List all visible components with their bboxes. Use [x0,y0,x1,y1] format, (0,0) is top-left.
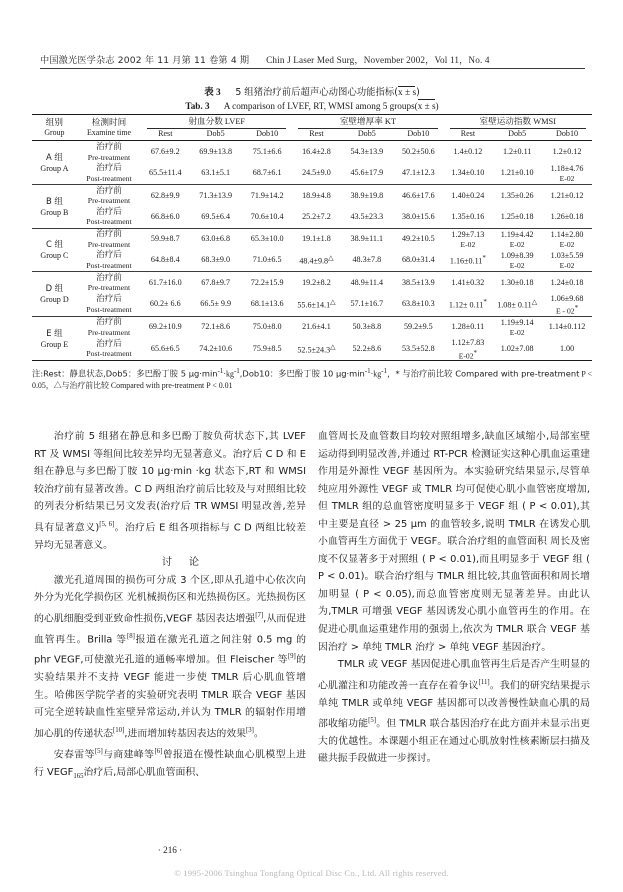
cell: 1.00 [559,343,575,353]
running-head-journal-cn: 中国激光医学杂志 2002 年 11 月第 11 卷第 4 期 [40,55,250,66]
header-kt-dob10: Dob10 [407,129,430,138]
table-row [32,273,592,294]
cell: 1.16±0.11* [449,254,486,267]
header-kt-rest: Rest [309,129,324,138]
table-row [32,163,592,185]
paragraph-discussion-3: 血管周长及血管数目均较对照组增多,缺血区域缩小,局部室壁运动得到明显改善,并通过 RT-PCR 检测证实这种心肌血运重建作用是外源性 VEGF 基因所为。本实验研究结果显示,尽管单纯应用外源性 VEGF 或 TMLR 均可促使心肌小血管密度增加,但 TMLR 组的总血管密度明显多于 VEGF 组 ( P < 0.01),其中主要是直径 > 25 μm 的血管较多,说明 TMLR 在诱发心肌小血管再生方面优于 VEGF。联合治疗组的血管面积 周长及密度不仅显著多于对照组 ( P < 0.01),而且明显多于 VEGF 组 ( P < 0.01)。联合治疗组与 TMLR 组比较,其血管面积和周长增加明显 ( P < 0.05),而总血管密度则无显著差异。由此认为,TMLR 可增强 VEGF 基因诱发心肌小血管再生的作用。在促进心肌血运重建作用的强弱上,依次为 TMLR 联合 VEGF 基因治疗 > 单纯 TMLR 治疗 > 单纯 VEGF 基因治疗。 [318,431,590,653]
cell: 1.12± 0.11* [448,298,487,311]
footnote-part-1: 注:Rest：静息状态,Dob5：多巴酚丁胺 5 μg·min [32,368,218,379]
header-group-en: Group [44,128,65,137]
cell: 1.35±0.16 [451,211,485,221]
cell: 1.24±0.18 [550,277,584,287]
group-c-cn: C 组 [45,239,63,249]
header-span-lvef-cn: 射血分数 [188,116,223,127]
cell: 1.03±5.59 E-02 [550,250,584,271]
cell: 1.29±7.13 E-02 [451,229,485,250]
row-group-c [32,229,77,272]
cell: 65.3±10.0 [250,234,284,244]
cell: 61.7±16.0 [148,277,182,287]
cell: 63.0±6.8 [201,234,231,244]
cell: 60.2± 6.6 [149,299,181,309]
cell: 18.9±4.8 [302,190,331,200]
cell: 1.09±8.39 E-02 [500,250,534,271]
header-lvef-rest: Rest [158,129,173,138]
cell: 48.4±9.8△ [299,254,334,267]
time-post: 治疗后 Post-treatment [86,250,132,270]
cell: 1.21±0.10 [500,168,534,178]
header-time-en: Examine time [86,128,132,137]
table-caption-cn [32,86,592,100]
group-e-en: Group E [40,339,69,349]
cell: 45.6±17.9 [350,168,384,178]
cell: 1.35±0.26 [500,190,534,200]
footnote-part-2: ·kg [223,369,234,379]
cell: 1.21±0.12 [550,190,584,200]
cell: 1.06±9.68 E - 02* [550,293,584,316]
paragraph-results: 治疗前 5 组猪在静息和多巴酚丁胺负荷状态下,其 LVEF RT 及 WMSI 等组间比较差异均无显著意义。治疗后 C D 和 E 组在静息与多巴酚丁胺 10 μg·min ·kg 状态下,RT 和 WMSI 较治疗前有显著改善。C D 两组治疗前后比较及与对照组比较的列表分析结果已另文发表(治疗后 TR WMSI 明显改善,差异具有显著意义)[5, 6]。治疗后 E 组各项指标与 C D 两组比较差异均无显著意义。 [34,431,306,551]
group-e-cn: E 组 [46,327,63,338]
cell: 66.8±6.0 [150,211,180,221]
cell: 1.08± 0.11△ [497,298,538,311]
cell: 75.9±8.5 [252,343,282,353]
header-time-cn: 检测时间 [91,117,127,128]
table-row [32,186,592,207]
group-a-en: Group A [40,164,69,173]
row-group-d [32,273,77,317]
table-row [32,207,592,229]
cell: 50.3±8.8 [352,322,382,332]
time-pre: 治疗前 Pre-treatment [87,317,131,337]
footnote-part-5: ，* 与治疗前比较 Compared with pre-treatment [387,368,580,379]
cell: 74.2±10.6 [199,343,233,353]
time-pre: 治疗前 Pre-treatment [87,272,131,292]
cell: 1.40±0.24 [451,190,485,200]
cell: 52.5±24.3△ [297,342,336,355]
cell: 67.6±9.2 [150,147,180,157]
cell: 1.19±9.14 E-02 [500,317,534,338]
table-caption-en-tail: ) [435,101,439,111]
cell: 1.19±4.42 E-02 [500,229,534,250]
section-heading-discussion: 讨论 [161,556,216,569]
cell: 1.14±0.112 [548,322,586,332]
cell: 1.28±0.11 [451,322,485,332]
cell: 1.02±7.08 [500,343,534,353]
table-row [32,142,592,163]
cell: 65.5±11.4 [149,168,182,178]
cell: 64.8±8.4 [150,255,180,265]
header-span-wmsi [444,117,592,130]
cell: 38.0±15.6 [401,211,435,221]
cell: 1.14±2.80 E-02 [550,229,584,250]
cell: 38.9±19.8 [350,190,384,200]
cell: 70.6±10.4 [250,211,284,221]
time-post: 治疗后 Post-treatment [86,338,132,359]
cell: 1.12±7.83 E-02* [451,338,485,361]
paragraph-discussion-4: TMLR 或 VEGF 基因促进心肌血管再生后是否产生明显的心肌灌注和功能改善一直存在着争议[11]。我们的研究结果提示单纯 TMLR 或单纯 VEGF 基因都可以改善慢性缺血心肌的局部收缩功能[5]。但 TMLR 联合基因治疗在此方面并未显示出更大的优越性。本课题小组正在通过心肌放射性核素断层扫描及磁共振手段做进一步探讨。 [318,659,590,765]
cell: 69.9±13.8 [199,147,233,157]
time-post: 治疗后 Post-treatment [86,206,132,226]
cell: 1.25±0.18 [500,211,534,221]
cell: 1.30±0.18 [500,277,534,287]
group-c-en: Group C [40,251,69,260]
cell: 1.34±0.10 [451,168,485,178]
cell: 16.4±2.8 [302,147,331,157]
paragraph-discussion-1: 激光孔道周围的损伤可分成 3 个区,即从孔道中心依次向外分为光化学损伤区 光机械损伤区和光热损伤区。光热损伤区的心肌细胞受到亚致命性损伤,VEGF 基因表达增强[7],从而促进血管再生。Brilla 等[8]报道在激光孔道之间注射 0.5 mg 的 phr VEGF,可使激光孔道的通畅率增加。但 Fleischer 等[9]的实验结果并不支持 VEGF 能进一步使 TMLR 后心肌血管增生。哈佛医学院学者的实验研究表明 TMLR 联合 VEGF 基因可完全逆转缺血性室壁异常运动,并认为 TMLR 的辐射作用增加心肌的传递状态[10],进而增加转基因表达的效果[3]。 [34,574,307,740]
time-post: 治疗后 Post-treatment [86,163,132,183]
table-3-block [32,86,592,391]
header-span-wmsi-cn: 室壁运动指数 [479,116,532,127]
group-b-cn: B 组 [46,195,63,206]
cell: 43.5±23.3 [350,211,384,221]
cell: 68.1±13.6 [250,299,284,309]
row-group-b [32,186,77,229]
cell: 66.5± 9.9 [200,299,232,309]
cell: 63.8±10.3 [401,299,435,309]
cell: 62.8±9.9 [150,190,180,200]
table-caption-cn-label: 表 3 [204,88,221,98]
cell: 50.2±50.6 [401,147,435,157]
table-caption-cn-text: 5 组猪治疗前后超声心动图心功能指标( [235,87,398,98]
paragraph-discussion-2: 安春雷等[5]与商建峰等[6]曾报道在慢性缺血心肌模型上进行 $VEGF_{165}$治疗后,局部心肌血管面积、 [34,747,306,780]
cell: 75.0±8.0 [252,322,282,332]
cell: 1.2±0.12 [552,147,582,157]
cell: 48.9±11.4 [350,277,384,287]
header-group-cn: 组别 [45,117,63,128]
cell: 1.26±0.18 [550,211,584,221]
table-caption-en [32,100,592,113]
time-pre: 治疗前 Pre-treatment [87,185,131,205]
cell: 19.1±1.8 [302,234,331,244]
header-wmsi-rest: Rest [460,129,476,138]
header-span-kt-en: KT [384,116,397,126]
cell: 55.6±14.1△ [297,298,336,311]
table-caption-en-stat: x ± s [417,101,436,111]
cell: 53.5±52.8 [401,343,435,353]
cell: 71.0±6.5 [252,255,282,265]
table-row [32,294,592,317]
table-row [32,338,592,361]
table-caption-cn-stat: x ± s [397,88,417,98]
cell: 63.1±5.1 [201,168,231,178]
cell: 57.1±16.7 [350,299,384,309]
cell: 48.3±7.8 [352,255,382,265]
header-span-lvef-en: LVEF [224,116,246,126]
cell: 71.9±14.2 [250,190,284,200]
table-row [32,229,592,250]
footnote-part-6: P < 0.05，△与治疗前比较 Compared with pre-treatment P < 0.01 [32,369,592,390]
header-lvef-dob5: Dob5 [206,129,225,138]
time-pre: 治疗前 Pre-treatment [87,142,131,162]
table-caption-cn-tail: ) [416,87,420,98]
cell: 54.3±13.9 [350,147,384,157]
table-row [32,250,592,272]
cell: 21.6±4.1 [302,322,331,332]
cell: 19.2±8.2 [302,277,331,287]
cell: 25.2±7.2 [302,211,331,221]
cell: 52.2±8.6 [352,343,382,353]
cell: 71.3±13.9 [199,190,233,200]
time-pre: 治疗前 Pre-treatment [87,229,131,249]
cell: 1.18±4.76 E-02 [550,163,584,184]
header-span-kt-cn: 室壁增厚率 [339,116,383,127]
table-caption-en-label: Tab. 3 [185,101,210,111]
table-header-row-1 [32,117,592,130]
table-footnote: 注:Rest：静息状态,Dob5：多巴酚丁胺 5 μg·min-1·kg-1,Dob10：多巴酚丁胺 10 μg·min-1·kg-1，* 与治疗前比较 Compared with pre-treatment P < 0.05，△与治疗前比较 Compared with pre-treatment P < 0.01 [32,366,592,390]
header-wmsi-dob5: Dob5 [508,129,527,138]
cell: 46.6±17.6 [401,190,435,200]
body-column-left [34,428,306,785]
cell: 24.5±9.0 [302,168,331,178]
header-lvef-dob10: Dob10 [256,129,279,138]
cell: 1.2±0.11 [502,147,532,157]
cell: 67.8±9.7 [201,277,231,287]
cell: 68.3±9.0 [201,255,231,265]
group-d-cn: D 组 [45,283,64,294]
header-span-lvef [141,117,292,130]
header-span-wmsi-en: WMSI [533,116,556,126]
group-a-cn: A 组 [46,152,63,162]
cell: 65.6±6.5 [150,343,180,353]
cell: 72.2±15.9 [250,277,284,287]
cell: 1.41±0.32 [451,277,485,287]
cell: 69.2±10.9 [148,322,182,332]
cell: 38.9±11.1 [350,234,384,244]
footnote-part-4: ·kg [370,369,382,379]
cell: 75.1±6.6 [252,147,282,157]
cell: 59.9±8.7 [150,234,180,244]
group-d-en: Group D [40,295,69,305]
cell: 68.7±6.1 [252,168,282,178]
cell: 38.5±13.9 [401,277,435,287]
cell: 47.1±12.3 [401,168,435,178]
page-number: · 216 · [157,845,183,855]
cell: 1.4±0.12 [453,147,483,157]
cell: 59.2±9.5 [403,322,433,332]
running-head-journal-en: Chin J Laser Med Surg，November 2002，Vol 11，No. 4 [266,55,490,65]
header-kt-dob5: Dob5 [357,129,376,138]
header-wmsi-dob10: Dob10 [556,129,579,138]
header-span-kt [292,117,443,130]
group-b-en: Group B [40,207,69,217]
table-caption-en-text: A comparison of LVEF, RT, WMSI among 5 groups( [223,101,418,111]
row-group-a [32,142,77,185]
footnote-part-3: ,Dob10：多巴酚丁胺 10 μg·min [239,368,365,379]
copyright-notice: © 1995-2006 Tsinghua Tongfang Optical Disc Co., Ltd. All rights reserved. [174,868,449,878]
body-column-right [318,428,590,768]
running-head [40,52,585,69]
time-post: 治疗后 Post-treatment [86,294,132,314]
cell: 72.1±8.6 [201,322,231,332]
table-3 [32,114,592,363]
table-row [32,317,592,338]
cell: 68.0±31.4 [401,255,435,265]
cell: 49.2±10.5 [401,234,435,244]
cell: 69.5±6.4 [201,211,231,221]
table-rule-bottom [32,361,592,363]
row-group-e [32,317,77,361]
